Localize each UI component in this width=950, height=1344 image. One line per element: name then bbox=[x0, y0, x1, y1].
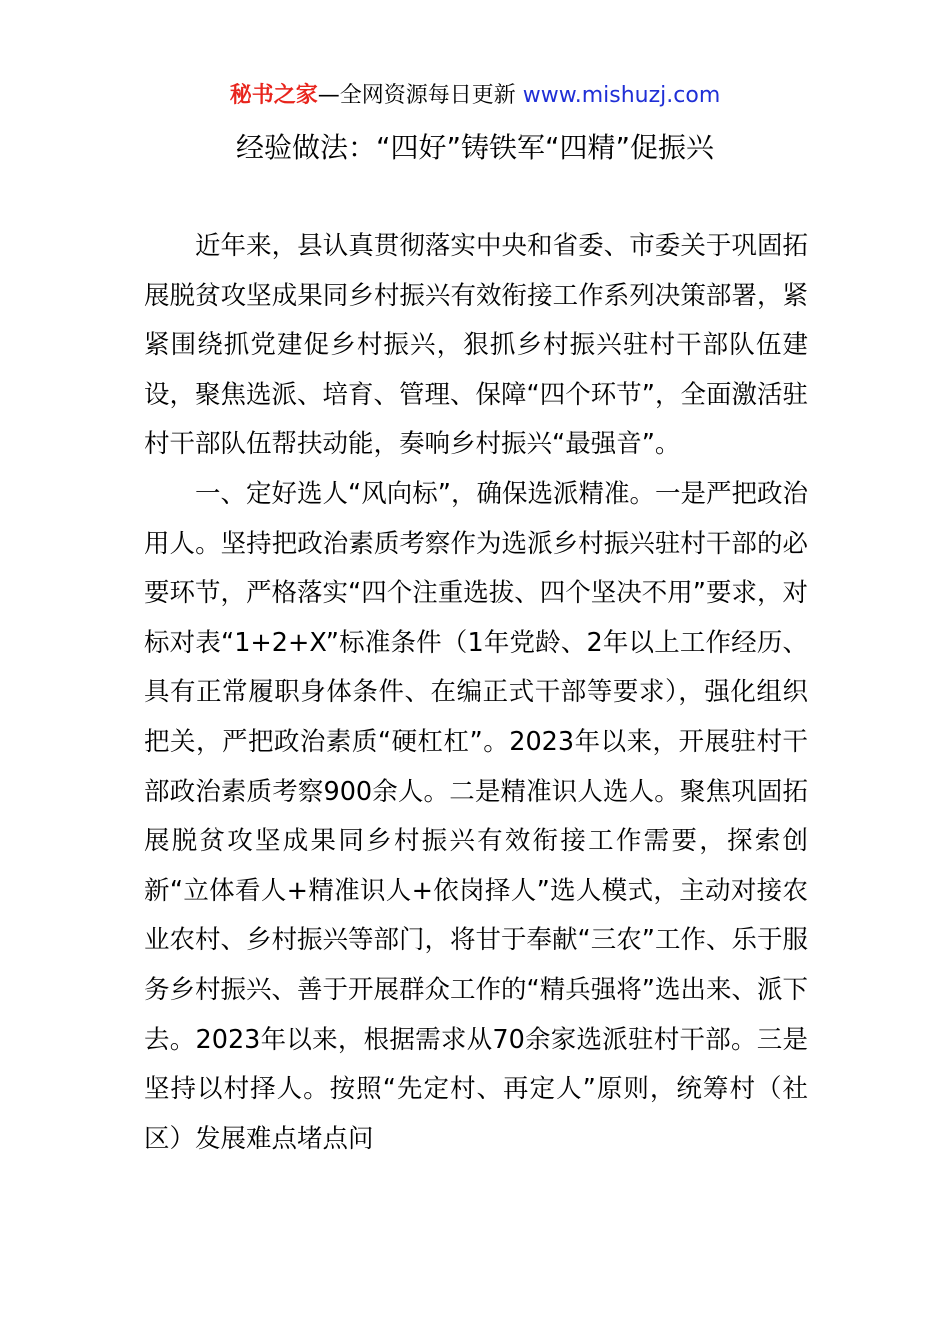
site-url[interactable]: www.mishuzj.com bbox=[522, 83, 721, 108]
paragraph-intro: 近年来，县认真贯彻落实中央和省委、市委关于巩固拓展脱贫攻坚成果同乡村振兴有效衔接工作系列决策部署，紧紧围绕抓党建促乡村振兴，狠抓乡村振兴驻村干部队伍建设，聚焦选派、培育、管理、保障“四个环节”，全面激活驻村干部队伍帮扶动能，奏响乡村振兴“最强音”。 bbox=[144, 231, 808, 460]
document-title: 经验做法：“四好”铸铁军“四精”促振兴 bbox=[235, 131, 715, 164]
header-tagline: —全网资源每日更新 bbox=[317, 83, 523, 108]
site-header bbox=[0, 80, 950, 112]
paragraph-section-1: 一、定好选人“风向标”，确保选派精准。一是严把政治用人。坚持把政治素质考察作为选派乡村振兴驻村干部的必要环节，严格落实“四个注重选拔、四个坚决不用”要求，对标对表“1+2+X”标准条件（1年党龄、2年以上工作经历、具有正常履职身体条件、在编正式干部等要求），强化组织把关，严把政治素质“硬杠杠”。2023年以来，开展驻村干部政治素质考察900余人。二是精准识人选人。聚焦巩固拓展脱贫攻坚成果同乡村振兴有效衔接工作需要，探索创新“立体看人+精准识人+依岗择人”选人模式，主动对接农业农村、乡村振兴等部门，将甘于奉献“三农”工作、乐于服务乡村振兴、善于开展群众工作的“精兵强将”选出来、派下去。2023年以来，根据需求从70余家选派驻村干部。三是坚持以村择人。按照“先定村、再定人”原则，统筹村（社区）发展难点堵点问 bbox=[144, 478, 808, 1154]
document-body bbox=[144, 222, 808, 1164]
brand-name: 秘书之家 bbox=[229, 83, 318, 108]
